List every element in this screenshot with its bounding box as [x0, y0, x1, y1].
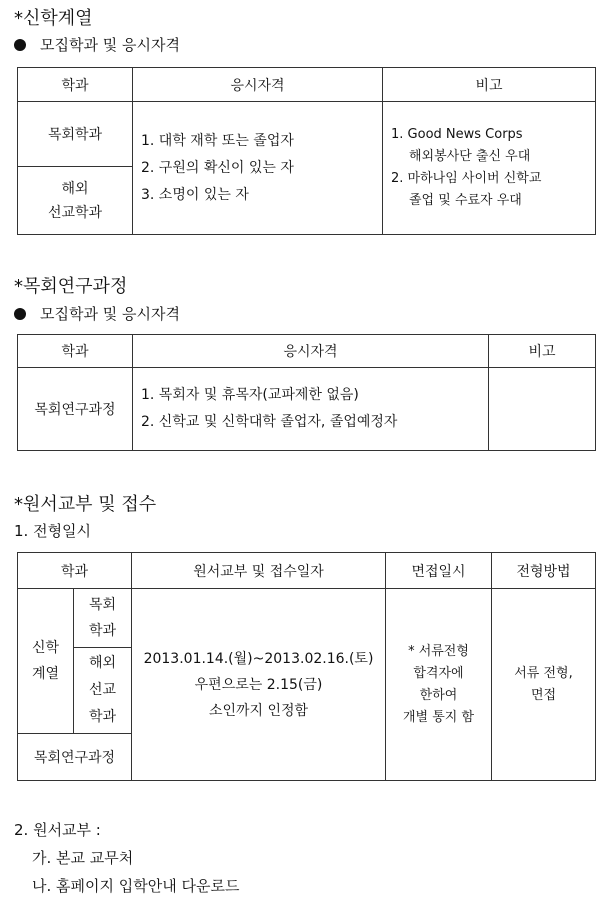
dates-cell: [132, 589, 386, 781]
section2-subtitle: 모집학과 및 응시자격: [40, 305, 180, 323]
dates-line: 소인까지 인정함: [208, 702, 309, 719]
interview-cell: [386, 589, 492, 781]
group-theology-line: 신학: [31, 640, 60, 656]
dept-pastoral: 목회학과: [18, 102, 133, 167]
qualification-list: [133, 102, 383, 235]
qualification-item: 3. 소명이 있는 자: [141, 186, 249, 203]
dept-research: 목회연구과정: [18, 734, 132, 781]
section1-title: *신학계열: [14, 8, 93, 29]
remark-item: 1. Good News Corps: [391, 127, 523, 142]
dept-research: 목회연구과정: [18, 368, 133, 451]
interview-line: 한하여: [419, 687, 458, 703]
remark-item: 해외봉사단 출신 우대: [409, 149, 531, 164]
remark-empty: [489, 368, 596, 451]
dept-pastoral-line: 학과: [88, 623, 117, 639]
method-line: 면접: [530, 687, 557, 703]
dept-missions-line: 해외: [88, 655, 117, 671]
interview-line: * 서류전형: [408, 643, 469, 659]
header-qualification: 응시자격: [133, 68, 383, 102]
dept-missions: [18, 167, 133, 235]
section1-subtitle-row: [14, 34, 180, 55]
header-qualification: 응시자격: [133, 335, 489, 368]
section1-table: [17, 67, 596, 235]
header-remark: 비고: [383, 68, 596, 102]
section2-subtitle-row: [14, 303, 180, 324]
qualification-item: 1. 목회자 및 휴목자(교파제한 없음): [141, 387, 359, 403]
dates-line: 2013.01.14.(월)~2013.02.16.(토): [143, 650, 374, 667]
dept-pastoral: [74, 589, 132, 648]
dept-missions: [74, 648, 132, 734]
header-dept: 학과: [18, 335, 133, 368]
remark-list: [383, 102, 596, 235]
method-line: 서류 전형,: [514, 665, 573, 681]
interview-line: 합격자에: [413, 665, 464, 681]
footer-line: 나. 홈페이지 입학안내 다운로드: [32, 877, 240, 895]
qualification-list: [133, 368, 489, 451]
dates-line: 우편으로는 2.15(금): [194, 676, 323, 693]
qualification-item: 2. 구원의 확신이 있는 자: [141, 159, 294, 176]
dept-missions-line: 학과: [88, 709, 117, 725]
header-dates: 원서교부 및 접수일자: [132, 553, 386, 589]
section1-subtitle: 모집학과 및 응시자격: [40, 36, 180, 54]
section3-title: *원서교부 및 접수: [14, 494, 157, 515]
dept-pastoral-line: 목회: [88, 597, 117, 613]
qualification-item: 1. 대학 재학 또는 졸업자: [141, 132, 294, 149]
footer-line: 가. 본교 교무처: [32, 849, 134, 867]
bullet-icon: [14, 39, 26, 51]
header-dept: 학과: [18, 553, 132, 589]
section3-table: [17, 552, 596, 781]
dept-missions-line: 해외: [61, 180, 89, 197]
dept-missions-line: 선교학과: [47, 204, 103, 221]
interview-line: 개별 통지 함: [402, 709, 475, 725]
bullet-icon: [14, 308, 26, 320]
remark-item: 졸업 및 수료자 우대: [409, 193, 522, 208]
remark-item: 2. 마하나임 사이버 신학교: [391, 171, 542, 186]
footer-line: 2. 원서교부 :: [14, 821, 101, 839]
qualification-item: 2. 신학교 및 신학대학 졸업자, 졸업예정자: [141, 414, 398, 430]
footer: [14, 816, 239, 900]
dept-missions-line: 선교: [88, 682, 117, 698]
group-theology-line: 계열: [31, 666, 60, 682]
header-method: 전형방법: [492, 553, 596, 589]
header-interview: 면접일시: [386, 553, 492, 589]
method-cell: [492, 589, 596, 781]
section2-table: [17, 334, 596, 451]
header-remark: 비고: [489, 335, 596, 368]
section3-subtitle: 1. 전형일시: [14, 522, 92, 540]
header-dept: 학과: [18, 68, 133, 102]
section2-title: *목회연구과정: [14, 276, 128, 297]
group-theology: [18, 589, 74, 734]
